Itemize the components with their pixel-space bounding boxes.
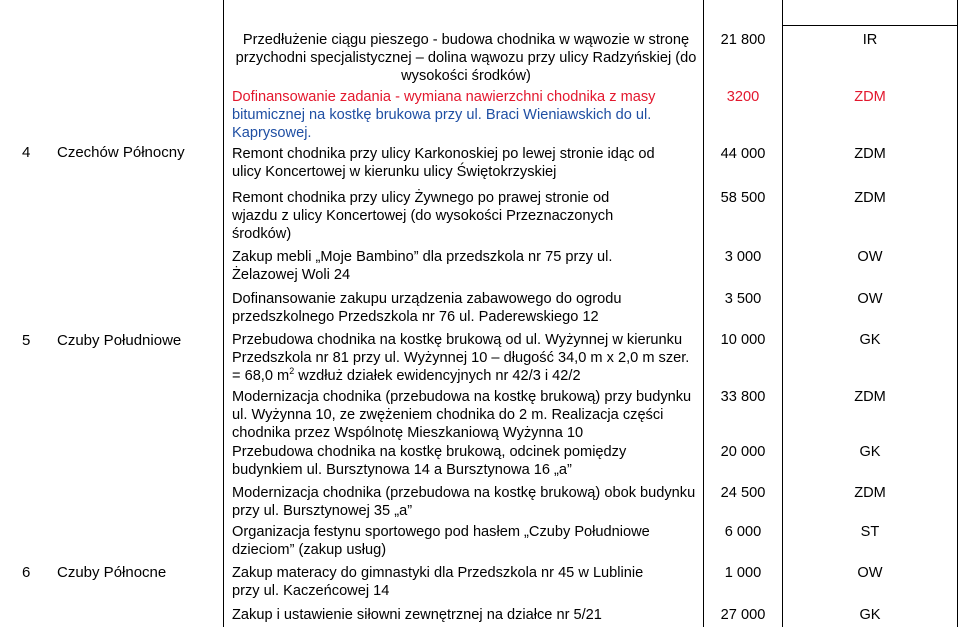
item-amount: 44 000	[720, 146, 766, 162]
item-amount: 58 500	[720, 190, 766, 206]
item-amount: 6 000	[724, 524, 762, 540]
superscript-2: 2	[289, 366, 295, 377]
item-description: Zakup materacy do gimnastyki dla Przedszkola nr 45 w Lublinie przy ul. Kaczeńcowej 14	[232, 565, 644, 599]
item-code: GK	[859, 332, 881, 348]
item-description: Przebudowa chodnika na kostkę brukową od ul. Wyżynnej w kierunku Przedszkola nr 81 przy ul. Wyżynnej 10 – długość 34,0 m x 2,0 m szer. = 68,0 $m^2$ wzdłuż działek ewidencyjnych nr 42/3 i 42/2	[232, 331, 700, 385]
item-code: ZDM	[854, 146, 886, 162]
item-description: Remont chodnika przy ulicy Żywnego po prawej stronie od wjazdu z ulicy Koncertowej (do wysokości Przeznaczonych środków)	[232, 190, 614, 242]
grid-line-left	[223, 0, 224, 627]
item-description: Modernizacja chodnika (przebudowa na kostkę brukową) obok budynku przy ul. Bursztynowej 35 „a”	[232, 485, 696, 519]
item-description: Dofinansowanie zadania - wymiana nawierzchni chodnika z masy bitumicznej na kostkę brukowa przy ul. Braci Wieniawskich do ul. Kaprysowej.	[232, 89, 656, 141]
district-number: 5	[22, 332, 31, 349]
item-description: Dofinansowanie zakupu urządzenia zabawowego do ogrodu przedszkolnego Przedszkola nr 76 ul. Paderewskiego 12	[232, 291, 622, 325]
item-code: OW	[857, 291, 883, 307]
item-description: Modernizacja chodnika (przebudowa na kostkę brukową) przy budynku ul. Wyżynna 10, ze zwężeniem chodnika do 2 m. Realizacja części chodnika przez Wspólnotę Mieszkaniową Wyżynna 10	[232, 389, 692, 441]
item-code: IR	[862, 32, 878, 48]
area-line	[232, 367, 700, 385]
item-description: Zakup i ustawienie siłowni zewnętrznej na działce nr 5/21	[232, 607, 602, 623]
item-amount: 3 500	[724, 291, 762, 307]
item-description: Organizacja festynu sportowego pod hasłem „Czuby Południowe dzieciom” (zakup usług)	[232, 524, 650, 558]
item-amount: 1 000	[724, 565, 762, 581]
item-code: GK	[859, 607, 881, 623]
item-code: ZDM	[854, 190, 886, 206]
district-number: 6	[22, 564, 31, 581]
item-amount: 20 000	[720, 444, 766, 460]
item-code: OW	[857, 565, 883, 581]
item-description: Przedłużenie ciągu pieszego - budowa chodnika w wąwozie w stronę przychodni specjalistycznej – dolina wąwozu przy ulicy Radzyńskiej (do wysokości środków)	[235, 32, 697, 84]
district-name: Czuby Północne	[57, 564, 167, 581]
item-amount: 3200	[726, 89, 760, 105]
item-amount: 3 000	[724, 249, 762, 265]
item-code: GK	[859, 444, 881, 460]
item-description: Przebudowa chodnika na kostkę brukową, odcinek pomiędzy budynkiem ul. Bursztynowa 14 a Bursztynowa 16 „a”	[232, 444, 627, 478]
grid-line-top	[782, 25, 958, 26]
district-number: 4	[22, 144, 31, 161]
item-amount: 10 000	[720, 332, 766, 348]
item-amount: 24 500	[720, 485, 766, 501]
item-description: Remont chodnika przy ulicy Karkonoskiej po lewej stronie idąc od ulicy Koncertowej w kierunku ulicy Świętokrzyskiej	[232, 146, 655, 180]
item-description: Zakup mebli „Moje Bambino” dla przedszkola nr 75 przy ul. Żelazowej Woli 24	[232, 249, 613, 283]
item-code: ZDM	[854, 89, 886, 105]
item-code: ZDM	[854, 485, 886, 501]
item-amount: 33 800	[720, 389, 766, 405]
district-name: Czuby Południowe	[57, 332, 182, 349]
item-amount: 27 000	[720, 607, 766, 623]
item-code: ZDM	[854, 389, 886, 405]
district-name: Czechów Północny	[57, 144, 185, 161]
area-line-text: = 68,0 $m^2$ wzdłuż działek ewidencyjnych nr 42/3 i 42/2	[232, 366, 581, 384]
item-amount: 21 800	[720, 32, 766, 48]
item-code: ST	[860, 524, 880, 540]
item-code: OW	[857, 249, 883, 265]
